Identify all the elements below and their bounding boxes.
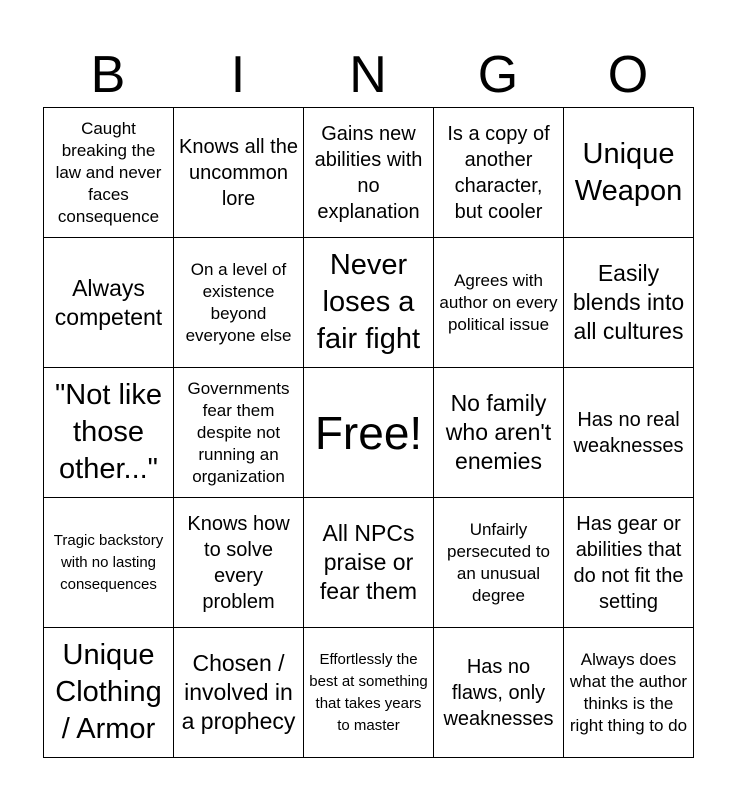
bingo-cell[interactable] — [434, 238, 564, 368]
cell-text: Easily blends into all cultures — [572, 260, 685, 344]
bingo-cell[interactable] — [434, 368, 564, 498]
cell-text: Tragic backstory with no lasting consequences — [53, 531, 164, 593]
bingo-cell[interactable] — [44, 108, 174, 238]
header-letter-n: N — [349, 46, 387, 104]
bingo-cell[interactable] — [434, 108, 564, 238]
cell-text: Unfairly persecuted to an unusual degree — [446, 519, 550, 605]
bingo-cell[interactable] — [304, 498, 434, 628]
cell-text: Chosen / involved in a prophecy — [181, 650, 296, 734]
cell-text: Unique Weapon — [574, 137, 683, 207]
bingo-board — [43, 107, 694, 758]
bingo-cell[interactable] — [174, 238, 304, 368]
free-space-cell[interactable] — [304, 368, 434, 498]
bingo-cell[interactable] — [564, 108, 694, 238]
bingo-cell[interactable] — [564, 238, 694, 368]
cell-text: No family who aren't enemies — [445, 390, 552, 474]
bingo-cell[interactable] — [44, 628, 174, 758]
bingo-cell[interactable] — [304, 108, 434, 238]
cell-text: On a level of existence beyond everyone else — [185, 259, 292, 345]
bingo-cell[interactable] — [174, 498, 304, 628]
bingo-cell[interactable] — [434, 628, 564, 758]
cell-text: Is a copy of another character, but cooler — [447, 122, 550, 223]
bingo-cell[interactable] — [564, 628, 694, 758]
cell-text: Caught breaking the law and never faces consequence — [55, 118, 162, 226]
bingo-cell[interactable] — [304, 238, 434, 368]
cell-text: Has no real weaknesses — [573, 408, 684, 457]
bingo-cell[interactable] — [174, 368, 304, 498]
header-letter-i: I — [230, 46, 246, 104]
cell-text: Never loses a fair fight — [316, 249, 421, 355]
free-space-text: Free! — [314, 406, 423, 459]
cell-text: Always does what the author thinks is the right thing to do — [569, 649, 688, 735]
bingo-cell[interactable] — [44, 238, 174, 368]
cell-text: Has gear or abilities that do not fit the setting — [573, 512, 684, 613]
bingo-cell[interactable] — [304, 628, 434, 758]
bingo-cell[interactable] — [564, 498, 694, 628]
bingo-cell[interactable] — [44, 498, 174, 628]
cell-text: Has no flaws, only weaknesses — [443, 655, 554, 730]
cell-text: Knows all the uncommon lore — [179, 135, 298, 210]
bingo-cell[interactable] — [174, 108, 304, 238]
cell-text: "Not like those other..." — [55, 379, 162, 485]
header-letter-b: B — [90, 46, 126, 104]
bingo-cell[interactable] — [44, 368, 174, 498]
bingo-cell[interactable] — [564, 368, 694, 498]
cell-text: Always competent — [54, 274, 163, 330]
bingo-cell[interactable] — [174, 628, 304, 758]
cell-text: Gains new abilities with no explanation — [314, 122, 423, 223]
cell-text: All NPCs praise or fear them — [319, 520, 418, 604]
cell-text: Governments fear them despite not running an organization — [187, 378, 290, 486]
header-letter-o: O — [607, 46, 649, 104]
cell-text: Agrees with author on every political issue — [439, 270, 558, 334]
cell-text: Knows how to solve every problem — [187, 512, 290, 613]
cell-text: Unique Clothing / Armor — [55, 639, 162, 745]
cell-text: Effortlessly the best at something that takes years to master — [309, 650, 428, 734]
bingo-header — [43, 42, 693, 108]
header-letter-g: G — [477, 46, 519, 104]
bingo-cell[interactable] — [434, 498, 564, 628]
